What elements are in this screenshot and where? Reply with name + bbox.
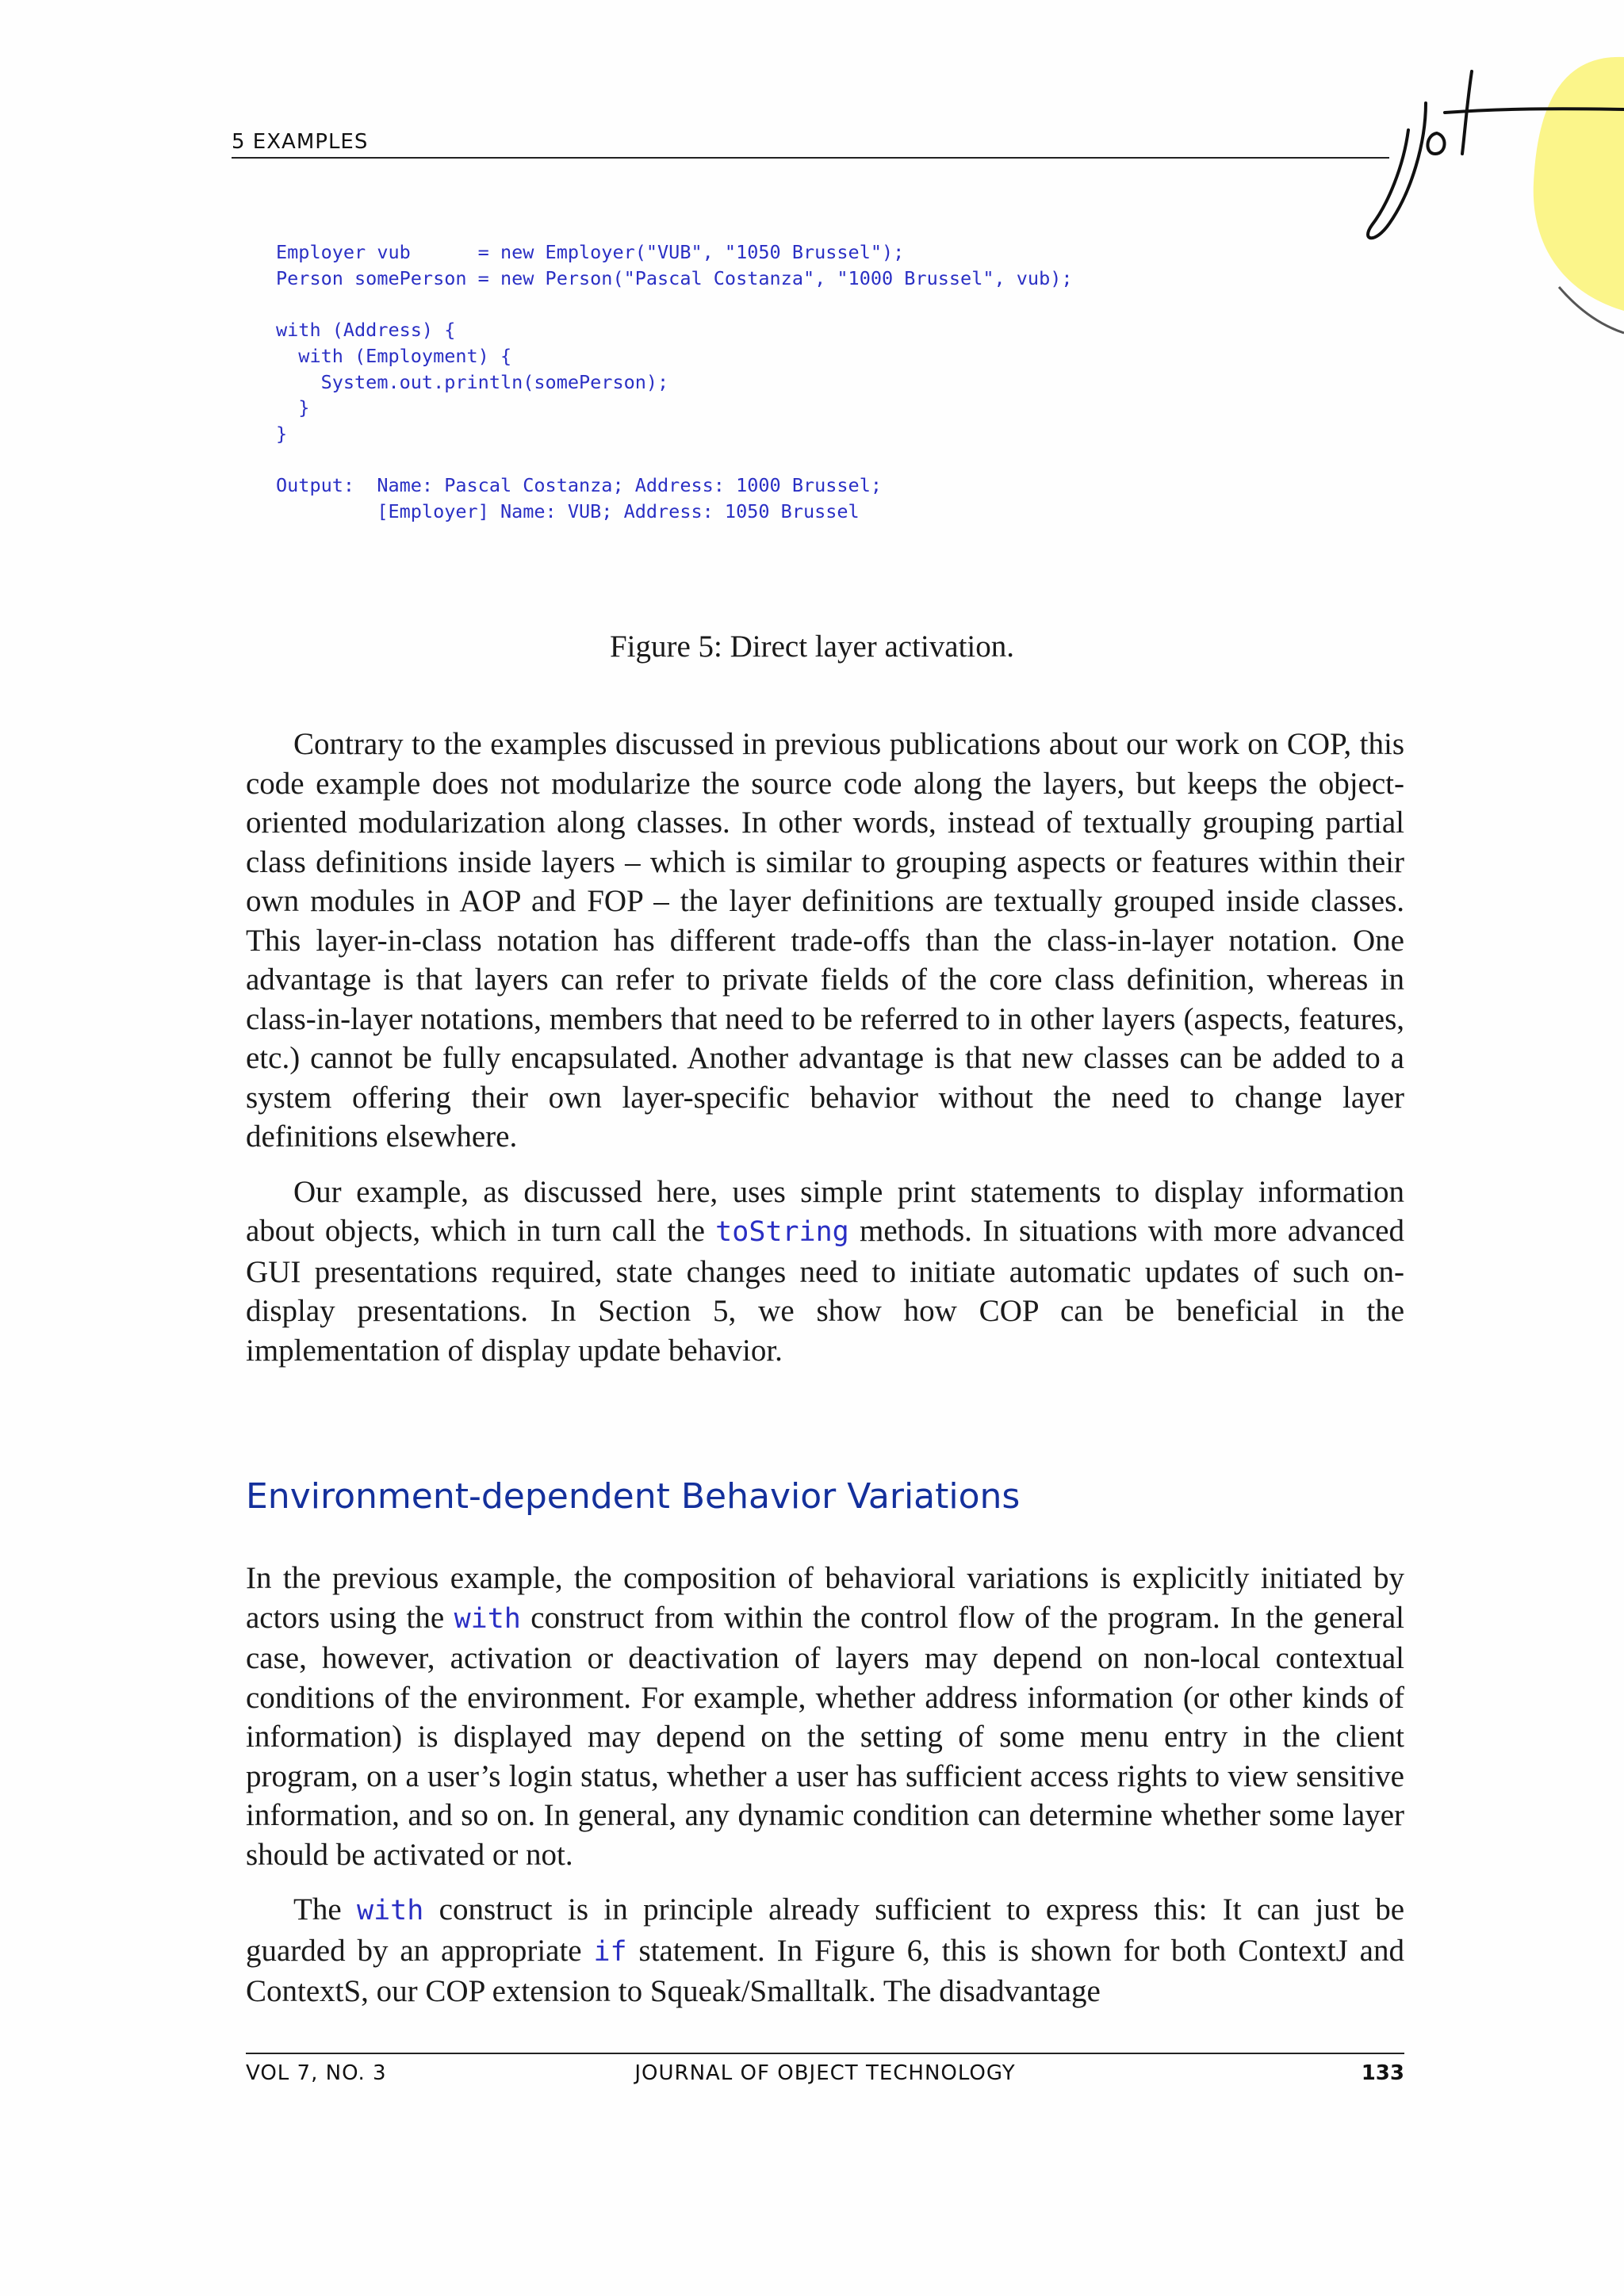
code-line: Employer vub = new Employer("VUB", "1050 Brussel"); (276, 241, 905, 263)
footer-rule (246, 2053, 1404, 2054)
page-number: 133 (1361, 2061, 1404, 2085)
code-line: System.out.println(somePerson); (276, 370, 669, 393)
code-line: } (276, 396, 310, 419)
logo-badge-shape (1534, 57, 1624, 311)
code-line: Output: Name: Pascal Costanza; Address: 1000 Brussel; (276, 474, 883, 497)
inline-code: with (357, 1895, 424, 1927)
paragraph: Contrary to the examples discussed in previous publications about our work on COP, this code example does not modularize the source code along the layers, but keeps the object-oriented modularization along classes. In other words, instead of textually grouping partial class definitions inside layers – which is similar to grouping aspects or features within their own modules in AOP and FOP – the layer definitions are textually grouped inside classes. This layer-in-class notation has different trade-offs than the class-in-layer notation. One advantage is that layers can refer to private fields of the core class definition, whereas in class-in-layer notations, members that need to be referred to in other layers (aspects, features, etc.) cannot be fully encapsulated. Another advantage is that new classes can be added to a system offering their own layer-specific behavior without the need to change layer definitions elsewhere. (246, 727, 1404, 1154)
code-line: } (276, 422, 288, 445)
figure-caption: Figure 5: Direct layer activation. (609, 629, 1015, 664)
inline-code: toString (715, 1216, 849, 1248)
jot-logo (1356, 48, 1624, 349)
code-line: [Employer] Name: VUB; Address: 1050 Brussel (276, 500, 860, 523)
footer-journal: JOURNAL OF OBJECT TECHNOLOGY (634, 2061, 1016, 2085)
body-text-lower (246, 1559, 1404, 2011)
figure-code-block (276, 239, 1073, 525)
inline-code: with (454, 1602, 521, 1635)
code-line: with (Employment) { (276, 344, 512, 367)
paragraph: In the previous example, the composition of behavioral variations is explicitly initiated by actors using the with construct from within the control flow of the program. In the general case, however, activation or deactivation of layers may depend on non-local contextual conditions of the environment. For example, whether address information (or other kinds of information) is displayed may depend on the setting of some menu entry in the client program, on a user’s login status, whether a user has sufficient access rights to view sensitive information, and so on. In general, any dynamic condition can determine whether some layer should be activated or not. (246, 1561, 1404, 1872)
header-rule (232, 157, 1389, 159)
paragraph: Our example, as discussed here, uses simple print statements to display information about objects, which in turn call the toString methods. In situations with more advanced GUI presentations required, state changes need to initiate automatic updates of such on-display presentations. In Section 5, we show how COP can be beneficial in the implementation of display update behavior. (246, 1174, 1404, 1368)
running-head: 5 EXAMPLES (232, 130, 369, 154)
code-line: with (Address) { (276, 319, 456, 342)
footer-volume: VOL 7, NO. 3 (246, 2061, 387, 2085)
section-heading: Environment-dependent Behavior Variations (246, 1476, 1021, 1517)
footer (246, 2061, 1404, 2088)
paragraph: The with construct is in principle already sufficient to express this: It can just be guarded by an appropriate if statement. In Figure 6, this is shown for both ContextJ and ContextS, our COP extension to Squeak/Smalltalk. The disadvantage (246, 1892, 1404, 2008)
inline-code: if (593, 1935, 627, 1968)
code-line: Person somePerson = new Person("Pascal Costanza", "1000 Brussel", vub); (276, 266, 1073, 289)
body-text-upper (246, 725, 1404, 1370)
